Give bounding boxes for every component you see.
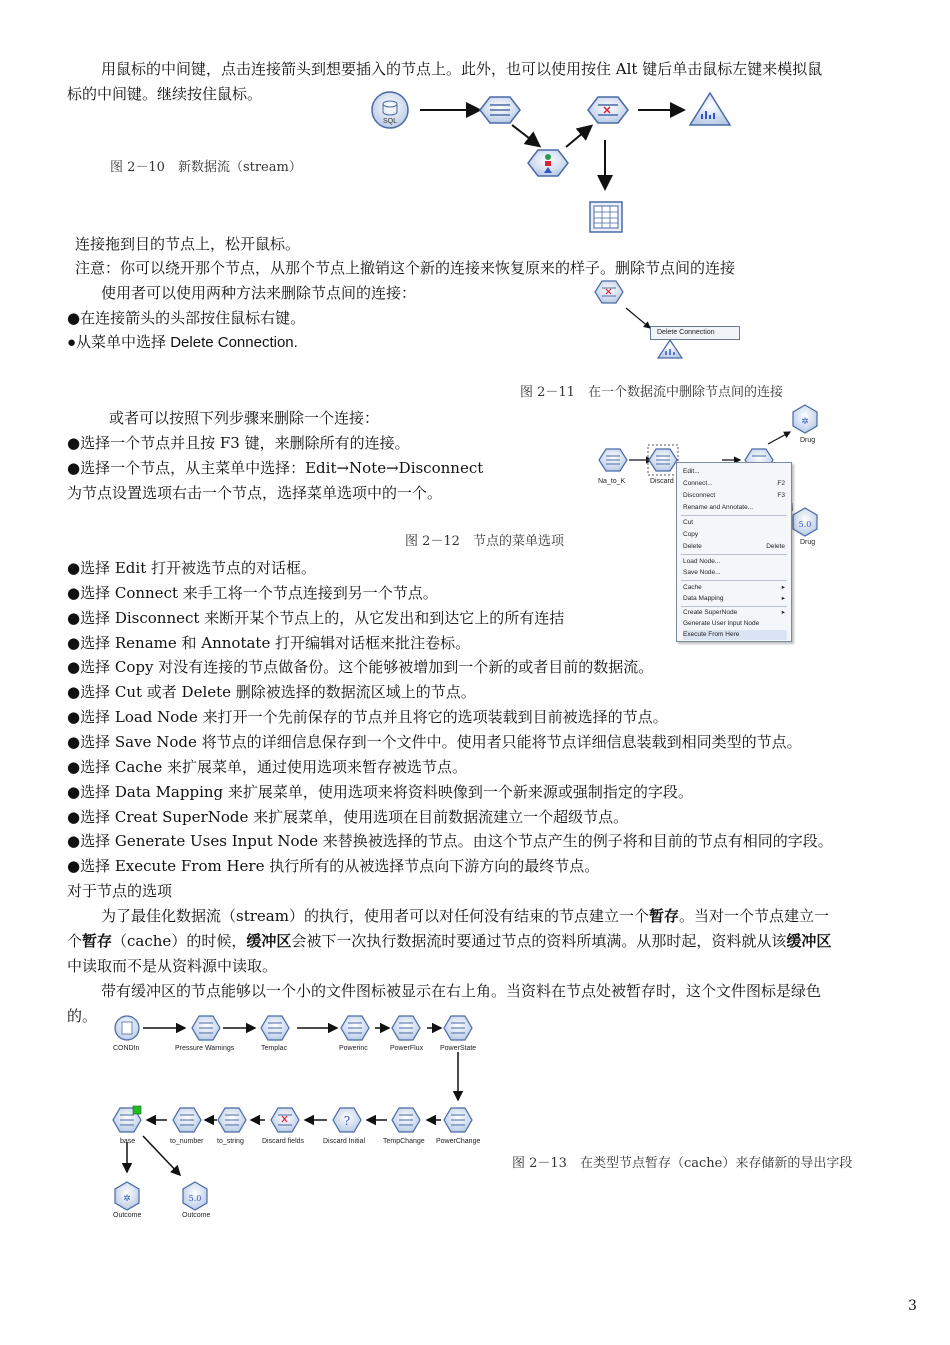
model-node-icon-top <box>793 405 817 433</box>
derive-node-icon <box>261 1016 289 1040</box>
delete-connection-menu-item[interactable]: Delete Connection <box>650 326 740 340</box>
bullet-item: ●选择 Execute From Here 执行所有的从被选择节点向下游方向的最终节点。 <box>67 857 600 875</box>
bullet-item: ●选择 Save Node 将节点的详细信息保存到一个文件中。使用者只能将节点详细信息装载到相同类型的节点。 <box>67 733 802 751</box>
derive-node-icon <box>218 1108 246 1132</box>
menu-separator <box>681 515 787 516</box>
paragraph-a-bullet-1: ●在连接箭头的头部按住鼠标右键。 <box>67 309 306 327</box>
menu-separator <box>681 554 787 555</box>
fig-2-10-diagram <box>360 85 750 235</box>
filter-node-icon <box>595 281 623 303</box>
section-p1-line-3: 中读取而不是从资料源中读取。 <box>67 957 278 975</box>
derive-node-icon <box>444 1108 472 1132</box>
section-p2-line-2: 的。 <box>67 1007 98 1025</box>
menu-separator <box>681 580 787 581</box>
paragraph-a-line-3: 使用者可以使用两种方法来删除节点间的连接： <box>101 284 417 302</box>
fig-2-13-node-label: Discard Initial <box>323 1138 366 1145</box>
model-node-icon <box>183 1182 207 1210</box>
menu-item-rename[interactable]: Rename and Annotate... <box>683 504 754 511</box>
fig-2-10-caption: 图 2－10 新数据流（stream） <box>110 160 302 175</box>
bullet-item: ●选择 Data Mapping 来扩展菜单，使用选项来将资料映像到一个新来源或强制指定的字段。 <box>67 783 693 801</box>
bullet-item: ●选择 Creat SuperNode 来扩展菜单，使用选项在目前数据流建立一个超级节点。 <box>67 808 629 826</box>
svg-text:?: ? <box>343 1114 351 1128</box>
fig-2-13-node-label: Powerinc <box>339 1045 368 1052</box>
paragraph-a-line-1: 连接拖到目的节点上，松开鼠标。 <box>75 235 301 253</box>
bullet-item: ●选择 Disconnect 来断开某个节点上的，从它发出和到达它上的所有连拮 <box>67 609 565 627</box>
type-node-with-cache-icon <box>113 1106 141 1132</box>
section-heading: 对于节点的选项 <box>67 882 173 900</box>
fig-2-13-node-label: Templac <box>261 1045 288 1052</box>
paragraph-a-line-2: 注意：你可以绕开那个节点，从那个节点上撤销这个新的连接来恢复原来的样子。删除节点间的连接 <box>75 259 736 277</box>
menu-item-delete[interactable]: Delete Delete <box>683 543 785 550</box>
derive-node-icon <box>392 1108 420 1132</box>
menu-item-load-node[interactable]: Load Node... <box>683 558 721 565</box>
paragraph-a-bullet-2: ●从菜单中选择 Delete Connection. <box>67 334 298 351</box>
menu-item-cut[interactable]: Cut <box>683 519 694 526</box>
derive-node-icon <box>392 1016 420 1040</box>
fig-2-13-node-label: Pressure Warnings <box>175 1045 235 1052</box>
model-node-icon <box>115 1182 139 1210</box>
paragraph-b-line-1: 或者可以按照下列步骤来删除一个连接： <box>109 409 380 427</box>
svg-text:✲: ✲ <box>123 1194 131 1204</box>
menu-item-data-mapping[interactable]: Data Mapping ▸ <box>683 595 785 602</box>
svg-text:✲: ✲ <box>801 417 809 427</box>
table-node-icon <box>590 202 622 232</box>
bullet-item: ●选择 Rename 和 Annotate 打开编辑对话框来批注卷标。 <box>67 634 471 652</box>
fig-2-12-node-label: Na_to_K <box>598 478 626 485</box>
filter-node-icon <box>588 97 628 123</box>
bullet-item: ●选择 Edit 打开被选节点的对话框。 <box>67 559 317 577</box>
fig-2-13-node-label: base <box>120 1138 136 1145</box>
section-p1-line-1: 为了最佳化数据流（stream）的执行，使用者可以对任何没有结束的节点建立一个暂存。当对一个节点建立一 <box>101 907 829 925</box>
bullet-item: ●选择 Cache 来扩展菜单，通过使用选项来暂存被选节点。 <box>67 758 467 776</box>
paragraph-b-bullet-1: ●选择一个节点并且按 F3 键，来删除所有的连接。 <box>67 434 410 452</box>
type-node-icon <box>649 449 677 471</box>
section-p2-line-1: 带有缓冲区的节点能够以一个小的文件图标被显示在右上角。当资料在节点处被暂存时，这个文件图标是绿色 <box>101 982 822 1000</box>
fig-2-11-caption: 图 2－11 在一个数据流中删除节点间的连接 <box>520 385 783 400</box>
section-p1-line-2: 个暂存（cache）的时候，缓冲区会被下一次执行数据流时要通过节点的资料所填满。从那时起，资料就从该缓冲区 <box>67 932 832 950</box>
fig-2-12-node-label: Drug <box>800 539 816 546</box>
paragraph-b-bullet-2: ●选择一个节点，从主菜单中选择：Edit→Note→Disconnect <box>67 459 484 477</box>
fig-2-13-node-label: TempChange <box>383 1138 425 1145</box>
svg-text:5.0: 5.0 <box>188 1194 202 1203</box>
fig-2-11-diagram <box>588 278 748 362</box>
fig-2-13-caption: 图 2－13 在类型节点暂存（cache）来存储新的导出字段 <box>512 1156 853 1171</box>
menu-item-edit[interactable]: Edit... <box>683 468 700 475</box>
type-node-icon <box>480 97 520 123</box>
intro-line-1: 用鼠标的中间键，点击连接箭头到想要插入的节点上。此外，也可以使用按住 Alt 键后单击鼠标左键来模拟鼠 <box>101 60 823 78</box>
menu-item-connect[interactable]: Connect... F2 <box>683 480 785 487</box>
fig-2-12-node-label: Drug <box>800 437 816 444</box>
paragraph-b-line-4: 为节点设置选项右击一个节点，选择菜单选项中的一个。 <box>67 484 443 502</box>
graph-node-icon <box>658 340 682 358</box>
bullet-item: ●选择 Load Node 来打开一个先前保存的节点并且将它的选项装载到目前被选择的节点。 <box>67 708 668 726</box>
derive-node-icon <box>444 1016 472 1040</box>
select-node-icon <box>333 1108 361 1132</box>
bullet-item: ●选择 Cut 或者 Delete 删除被选择的数据流区域上的节点。 <box>67 683 476 701</box>
menu-item-copy[interactable]: Copy <box>683 531 699 538</box>
derive-node-icon <box>192 1016 220 1040</box>
fig-2-13-node-label: Outcome <box>182 1212 211 1219</box>
menu-item-save-node[interactable]: Save Node... <box>683 569 721 576</box>
fig-2-13-node-label: PowerFlux <box>390 1045 424 1052</box>
fig-2-13-node-label: CONDIn <box>113 1045 140 1052</box>
menu-item-disconnect[interactable]: Disconnect F3 <box>683 492 785 499</box>
fig-2-13-node-label: to_number <box>170 1138 204 1145</box>
derive-node-icon <box>528 150 568 176</box>
fig-2-13-node-label: PowerState <box>440 1045 477 1052</box>
bullet-item: ●选择 Generate Uses Input Node 来替换被选择的节点。由这个节点产生的例子将和目前的节点有相同的字段。 <box>67 832 833 850</box>
page-number: 3 <box>908 1298 917 1314</box>
svg-text:5.0: 5.0 <box>798 520 812 529</box>
node-context-menu <box>676 462 792 642</box>
fig-2-13-diagram <box>105 1010 505 1215</box>
menu-item-cache[interactable]: Cache ▸ <box>683 584 785 591</box>
sql-text: SQL <box>382 118 398 125</box>
bullet-item: ●选择 Connect 来手工将一个节点连接到另一个节点。 <box>67 584 438 602</box>
model-node-icon-bottom <box>793 508 817 536</box>
filter-node-icon <box>271 1108 299 1132</box>
fig-2-13-node-label: to_string <box>217 1138 244 1145</box>
fig-2-13-node-label: Outcome <box>113 1212 142 1219</box>
menu-item-execute-from-here[interactable]: Execute From Here <box>683 630 787 640</box>
menu-separator <box>681 606 787 607</box>
menu-item-create-supernode[interactable]: Create SuperNode ▸ <box>683 609 785 616</box>
bullet-item: ●选择 Copy 对没有连接的节点做备份。这个能够被增加到一个新的或者目前的数据流。 <box>67 658 654 676</box>
intro-line-2: 标的中间键。继续按住鼠标。 <box>67 85 263 103</box>
menu-item-generate-user-input-node[interactable]: Generate User Input Node <box>683 620 760 627</box>
derive-node-icon <box>173 1108 201 1132</box>
fig-2-13-node-label: PowerChange <box>436 1138 481 1145</box>
fig-2-12-caption: 图 2－12 节点的菜单选项 <box>405 534 564 549</box>
derive-node-icon <box>341 1016 369 1040</box>
derive-node-icon <box>599 449 627 471</box>
source-node-icon <box>115 1016 139 1040</box>
fig-2-13-node-label: Discard fields <box>262 1138 305 1145</box>
graph-node-icon <box>690 93 730 125</box>
fig-2-12-node-label: Discard <box>650 478 674 485</box>
sql-source-icon <box>372 92 408 128</box>
